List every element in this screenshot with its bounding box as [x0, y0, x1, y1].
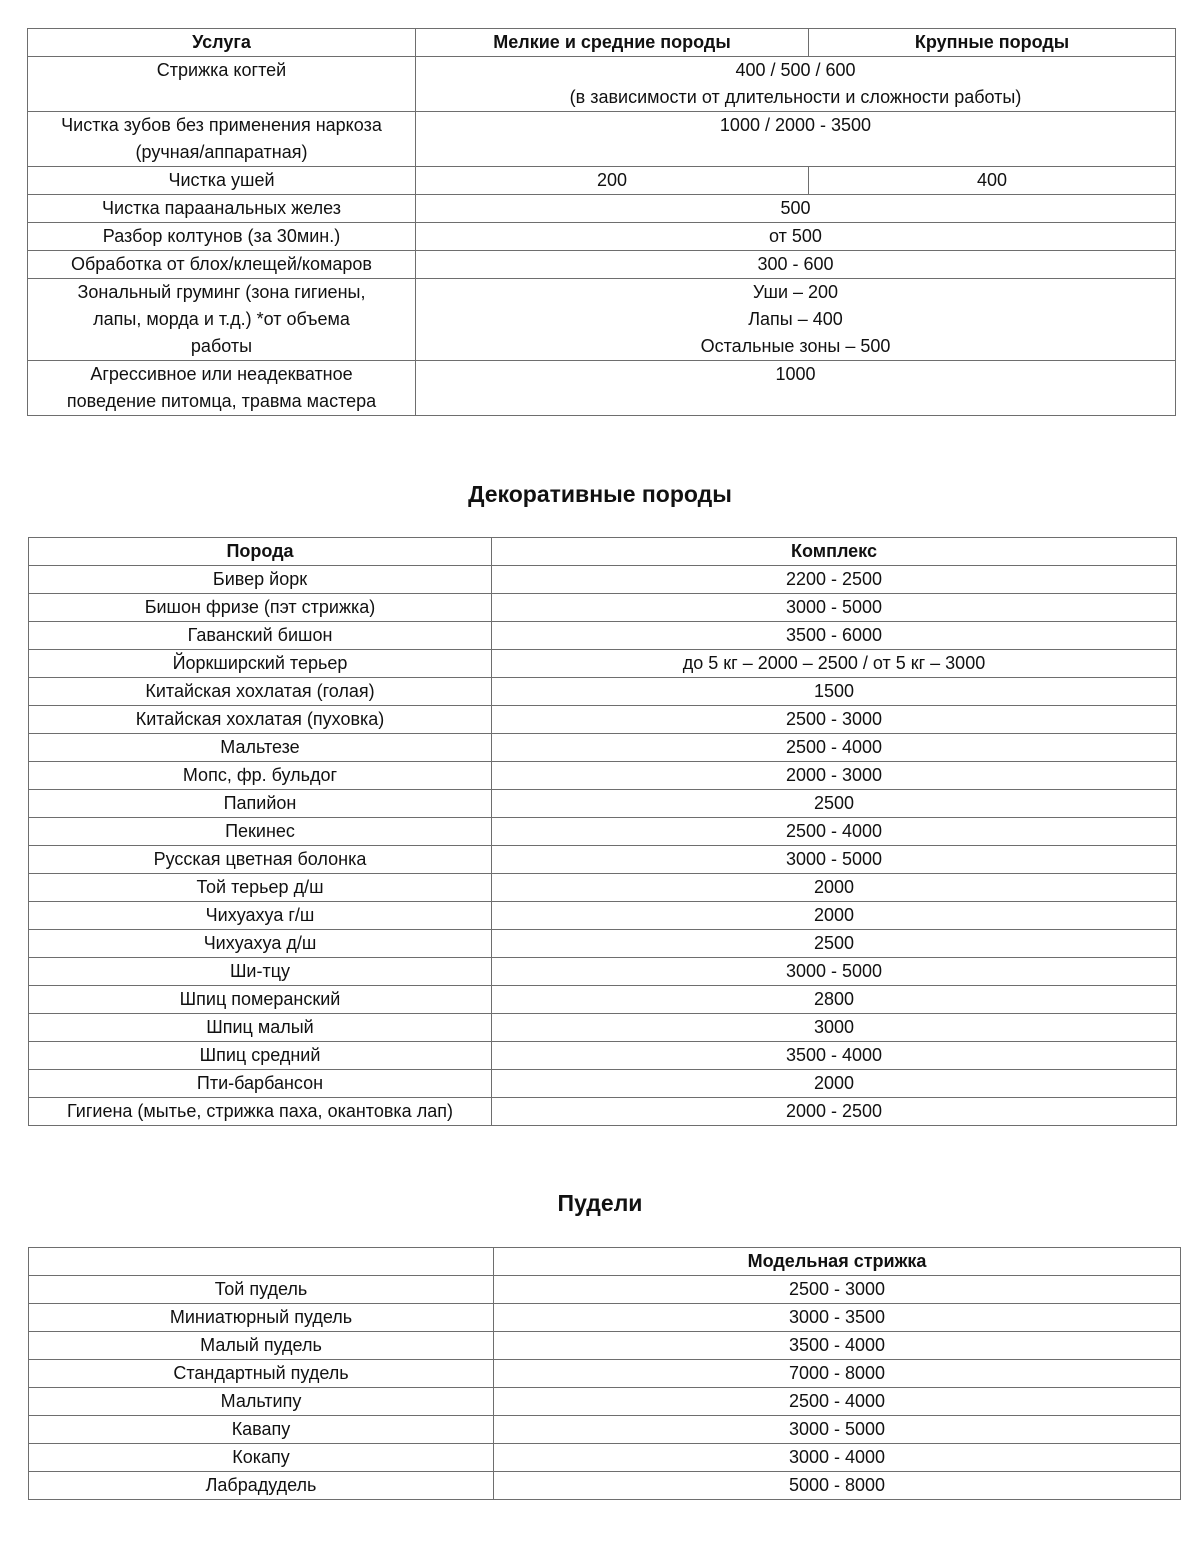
service-price: [416, 112, 1176, 167]
table-row: [29, 594, 1177, 622]
breed-name: Китайская хохлатая (пуховка): [29, 706, 492, 734]
breed-name: Лабрадудель: [29, 1472, 494, 1500]
breed-name: Пекинес: [29, 818, 492, 846]
table-row: [29, 1098, 1177, 1126]
breed-price: 3500 - 4000: [492, 1042, 1177, 1070]
breed-price: 2500: [492, 930, 1177, 958]
breed-name: Миниатюрный пудель: [29, 1304, 494, 1332]
table-row: [29, 1416, 1181, 1444]
breed-price: 2800: [492, 986, 1177, 1014]
breed-name: Гаванский бишон: [29, 622, 492, 650]
breed-name: Йоркширский терьер: [29, 650, 492, 678]
service-name: [28, 112, 416, 167]
breed-price: 2200 - 2500: [492, 566, 1177, 594]
service-name-line: Чистка зубов без применения наркоза: [61, 115, 382, 135]
service-name-line: Чистка параанальных желез: [102, 198, 341, 218]
header-breed: [29, 1248, 494, 1276]
table-row: [29, 1360, 1181, 1388]
breed-name: Русская цветная болонка: [29, 846, 492, 874]
service-name-line: Агрессивное или неадекватное: [90, 364, 353, 384]
table-row: [29, 986, 1177, 1014]
breed-price: до 5 кг – 2000 – 2500 / от 5 кг – 3000: [492, 650, 1177, 678]
service-price-line: от 500: [769, 226, 822, 246]
breed-price: 5000 - 8000: [494, 1472, 1181, 1500]
service-price-line: 400 / 500 / 600: [735, 60, 856, 80]
table-row: [29, 790, 1177, 818]
service-price: [416, 57, 1176, 112]
table-row: [29, 678, 1177, 706]
breed-price: 3000: [492, 1014, 1177, 1042]
service-name-line: (ручная/аппаратная): [135, 142, 308, 162]
breed-price: 3000 - 5000: [492, 958, 1177, 986]
service-name: [28, 279, 416, 361]
table-row: [29, 650, 1177, 678]
table-row: [29, 1332, 1181, 1360]
breed-name: Мопс, фр. бульдог: [29, 762, 492, 790]
header-large-breeds: Крупные породы: [809, 29, 1176, 57]
breed-name: Шпиц средний: [29, 1042, 492, 1070]
table-row: [28, 251, 1176, 279]
breed-name: Той терьер д/ш: [29, 874, 492, 902]
breed-price: 2000: [492, 1070, 1177, 1098]
service-name-line: Чистка ушей: [168, 170, 275, 190]
service-price: [416, 195, 1176, 223]
breed-price: 2000 - 2500: [492, 1098, 1177, 1126]
breed-name: Папийон: [29, 790, 492, 818]
breed-name: Шпиц малый: [29, 1014, 492, 1042]
table-row: [28, 223, 1176, 251]
breed-price: 3000 - 5000: [494, 1416, 1181, 1444]
service-name-line: поведение питомца, травма мастера: [66, 391, 377, 411]
breed-price: 3000 - 5000: [492, 594, 1177, 622]
table-row: [29, 734, 1177, 762]
breed-name: Чихуахуа г/ш: [29, 902, 492, 930]
service-name: [28, 223, 416, 251]
table-row: [29, 1276, 1181, 1304]
table-header-row: [29, 1248, 1181, 1276]
breed-price: 7000 - 8000: [494, 1360, 1181, 1388]
breed-name: Бишон фризе (пэт стрижка): [29, 594, 492, 622]
table-row: [29, 846, 1177, 874]
header-breed: Порода: [29, 538, 492, 566]
price-large: 400: [809, 167, 1176, 195]
header-complex: Комплекс: [492, 538, 1177, 566]
poodles-title: Пудели: [557, 1190, 643, 1216]
table-row: [28, 279, 1176, 361]
table-row: [28, 361, 1176, 416]
breed-name: Мальтипу: [29, 1388, 494, 1416]
table-row: [29, 1472, 1181, 1500]
breed-price: 3000 - 5000: [492, 846, 1177, 874]
service-name: [28, 251, 416, 279]
header-model-haircut: Модельная стрижка: [494, 1248, 1181, 1276]
breed-price: 3000 - 4000: [494, 1444, 1181, 1472]
service-name: [28, 57, 416, 112]
breed-name: Ши-тцу: [29, 958, 492, 986]
table-row: [28, 112, 1176, 167]
breed-price: 3500 - 6000: [492, 622, 1177, 650]
service-price: [416, 279, 1176, 361]
service-price-line: Уши – 200: [752, 282, 839, 302]
table-row: [29, 566, 1177, 594]
breed-price: 2500: [492, 790, 1177, 818]
service-price-line: 1000: [775, 364, 816, 384]
table-row: [28, 195, 1176, 223]
poodles-table: [28, 1247, 1181, 1500]
service-price-line: 300 - 600: [757, 254, 834, 274]
table-row: [29, 1070, 1177, 1098]
breed-name: Малый пудель: [29, 1332, 494, 1360]
breed-name: Кавапу: [29, 1416, 494, 1444]
table-row: [29, 622, 1177, 650]
breed-price: 2500 - 4000: [492, 734, 1177, 762]
breed-price: 2000 - 3000: [492, 762, 1177, 790]
table-row: [29, 902, 1177, 930]
table-row: [29, 762, 1177, 790]
breed-name: Бивер йорк: [29, 566, 492, 594]
header-service: Услуга: [28, 29, 416, 57]
service-name: [28, 361, 416, 416]
breed-price: 1500: [492, 678, 1177, 706]
service-price-line: Остальные зоны – 500: [700, 336, 891, 356]
service-price-line: 500: [780, 198, 811, 218]
breed-price: 3500 - 4000: [494, 1332, 1181, 1360]
table-row: [29, 1304, 1181, 1332]
service-price: [416, 361, 1176, 416]
service-name-line: работы: [190, 336, 253, 356]
service-name-line: лапы, морда и т.д.) *от объема: [93, 309, 350, 329]
breed-name: Той пудель: [29, 1276, 494, 1304]
service-price: [416, 251, 1176, 279]
breed-price: 2500 - 3000: [492, 706, 1177, 734]
service-name: [28, 195, 416, 223]
header-small-medium-breeds: Мелкие и средние породы: [416, 29, 809, 57]
service-name: [28, 167, 416, 195]
service-price-line: Лапы – 400: [748, 309, 843, 329]
breed-price: 2500 - 4000: [494, 1388, 1181, 1416]
table-row: [29, 958, 1177, 986]
breed-name: Чихуахуа д/ш: [29, 930, 492, 958]
table-row: [29, 930, 1177, 958]
table-row: [28, 57, 1176, 112]
table-header-row: [29, 538, 1177, 566]
breed-name: Мальтезе: [29, 734, 492, 762]
breed-price: 3000 - 3500: [494, 1304, 1181, 1332]
table-row: [29, 1014, 1177, 1042]
table-header-row: [28, 29, 1176, 57]
service-name-line: Стрижка когтей: [156, 60, 287, 80]
breed-name: Китайская хохлатая (голая): [29, 678, 492, 706]
table-row: [28, 167, 1176, 195]
services-price-table: [27, 28, 1176, 416]
decorative-breeds-title: Декоративные породы: [468, 481, 732, 507]
breed-name: Кокапу: [29, 1444, 494, 1472]
breed-name: Пти-барбансон: [29, 1070, 492, 1098]
price-small-medium: 200: [416, 167, 809, 195]
table-row: [29, 1388, 1181, 1416]
service-price-line: 1000 / 2000 - 3500: [719, 115, 872, 135]
breed-price: 2000: [492, 902, 1177, 930]
table-row: [29, 706, 1177, 734]
service-name-line: Обработка от блох/клещей/комаров: [71, 254, 372, 274]
table-row: [29, 874, 1177, 902]
service-name-line: Разбор колтунов (за 30мин.): [102, 226, 341, 246]
service-price: [416, 223, 1176, 251]
service-name-line: Зональный груминг (зона гигиены,: [77, 282, 366, 302]
breed-price: 2500 - 4000: [492, 818, 1177, 846]
breed-name: Стандартный пудель: [29, 1360, 494, 1388]
table-row: [29, 1042, 1177, 1070]
table-row: [29, 818, 1177, 846]
table-row: [29, 1444, 1181, 1472]
breed-name: Шпиц померанский: [29, 986, 492, 1014]
breed-price: 2500 - 3000: [494, 1276, 1181, 1304]
breed-name: Гигиена (мытье, стрижка паха, окантовка лап): [29, 1098, 492, 1126]
service-price-line: (в зависимости от длительности и сложности работы): [569, 87, 1022, 107]
breed-price: 2000: [492, 874, 1177, 902]
decorative-breeds-table: [28, 537, 1177, 1126]
